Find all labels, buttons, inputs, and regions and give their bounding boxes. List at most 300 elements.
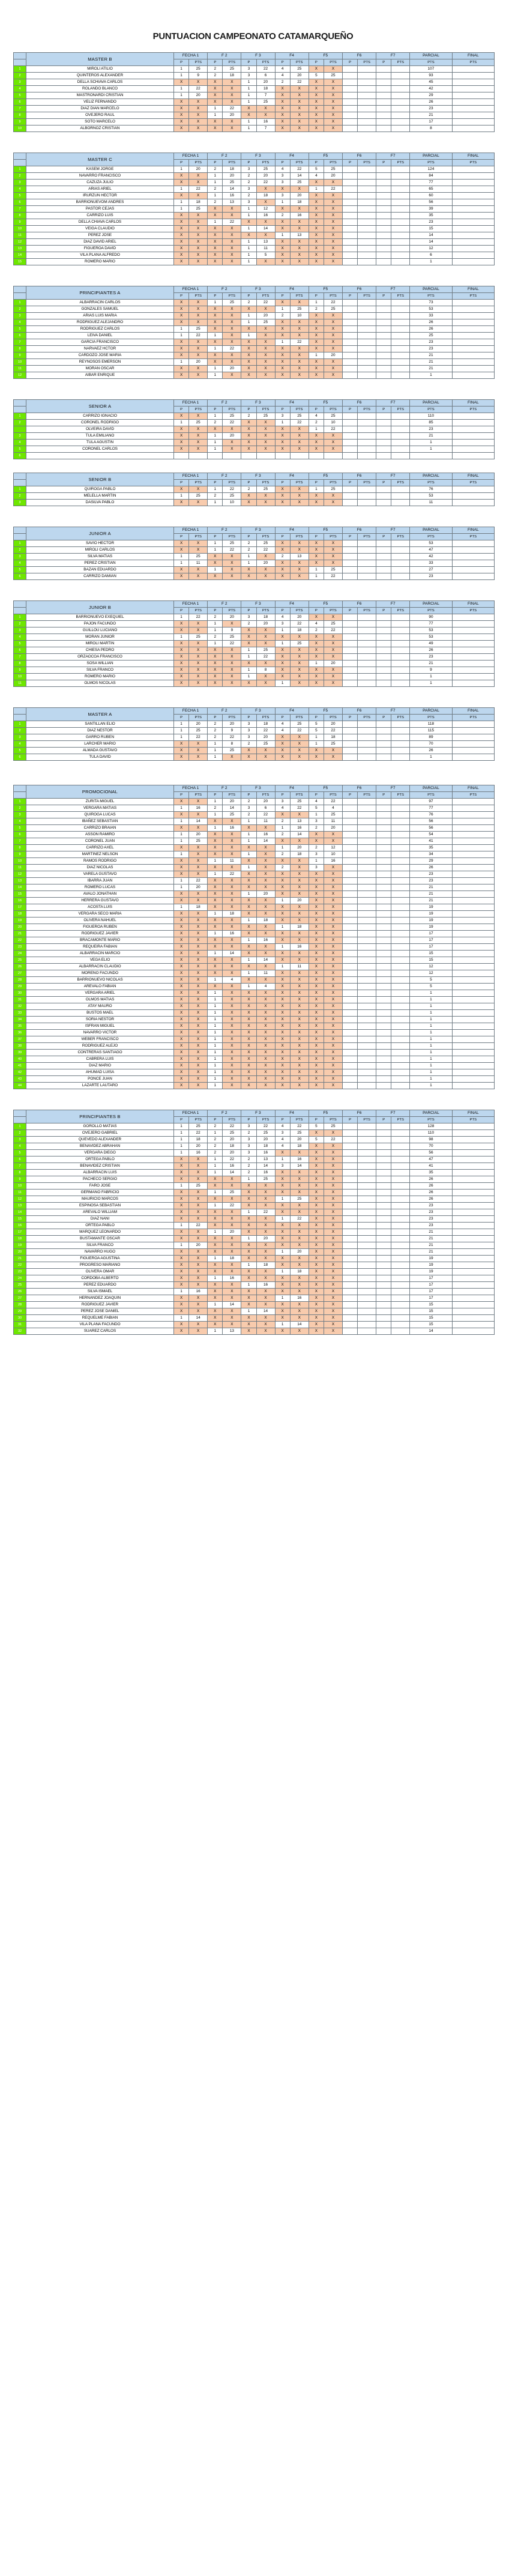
cell-pts-2: X — [223, 1249, 241, 1256]
cell-pos-4: 2 — [275, 865, 290, 871]
cell-pts-5: X — [324, 1143, 343, 1150]
cell-pts-7 — [391, 754, 410, 761]
cell-pts-7 — [391, 359, 410, 366]
cell-pos-3: X — [241, 871, 256, 878]
cell-pos-6 — [342, 186, 357, 193]
cell-pts-6 — [358, 931, 376, 937]
cell-pos-1: 1 — [173, 1315, 188, 1322]
cell-pos-2: X — [208, 326, 223, 333]
row-rank: 10 — [14, 1183, 26, 1190]
cell-pos-7 — [376, 1242, 391, 1249]
cell-pts-3: X — [256, 1328, 275, 1335]
cell-pts-7 — [391, 721, 410, 728]
cell-pts-6 — [358, 884, 376, 891]
cell-pts-3: 16 — [256, 1150, 275, 1156]
cell-parcial: 124 — [410, 166, 452, 173]
header-rank-cell — [14, 286, 26, 293]
cell-parcial: 77 — [410, 180, 452, 186]
row-rank: 11 — [14, 232, 26, 239]
cell-pts-5: X — [324, 193, 343, 199]
cell-pts-1: X — [189, 1295, 208, 1302]
cell-pos-1: X — [173, 1282, 188, 1289]
header-pts-5: PTS — [324, 160, 343, 166]
cell-pos-2: 1 — [208, 799, 223, 805]
cell-pts-4: X — [290, 372, 309, 379]
row-rank: 2 — [14, 420, 26, 426]
competitor-name: RODRIGUEZ JAVIER — [26, 931, 174, 937]
cell-pts-2: X — [223, 1056, 241, 1063]
header-fecha-5: F5 — [309, 785, 342, 792]
cell-pts-4: X — [290, 125, 309, 132]
cell-pos-3: X — [241, 1289, 256, 1295]
header-p-1: P — [173, 792, 188, 799]
competitor-name: ISFRAN MIGUEL — [26, 1023, 174, 1030]
row-rank: 19 — [14, 918, 26, 924]
cell-pos-3: X — [241, 748, 256, 754]
cell-pts-5: 20 — [324, 661, 343, 667]
cell-pos-3: 1 — [241, 865, 256, 871]
cell-pos-4: 1 — [275, 420, 290, 426]
cell-pts-3: X — [256, 964, 275, 970]
table-row — [14, 1229, 495, 1236]
cell-pts-5: X — [324, 964, 343, 970]
cell-pts-7 — [391, 911, 410, 918]
header-fecha-1: FECHA 1 — [173, 785, 207, 792]
row-rank: 41 — [14, 1063, 26, 1069]
cell-parcial: 1 — [410, 372, 452, 379]
cell-pts-3: 18 — [256, 1143, 275, 1150]
cell-pos-2: X — [208, 1176, 223, 1183]
cell-pos-6 — [342, 352, 357, 359]
cell-pts-2: 20 — [223, 614, 241, 621]
cell-parcial: 14 — [410, 239, 452, 246]
cell-pts-1: X — [189, 1010, 208, 1017]
cell-pos-7 — [376, 1282, 391, 1289]
cell-pos-4: X — [275, 352, 290, 359]
row-rank: 12 — [14, 239, 26, 246]
cell-final — [452, 825, 494, 832]
row-rank: 10 — [14, 674, 26, 680]
cell-pos-7 — [376, 413, 391, 420]
cell-pts-2: X — [223, 339, 241, 346]
cell-pts-5: X — [324, 838, 343, 845]
cell-pos-7 — [376, 1295, 391, 1302]
cell-pts-1: 25 — [189, 634, 208, 641]
header-p-4: P — [275, 1117, 290, 1123]
row-rank: 2 — [14, 306, 26, 313]
cell-pts-4: X — [290, 1190, 309, 1196]
cell-pts-6 — [358, 199, 376, 206]
cell-pts-7 — [391, 500, 410, 506]
cell-pts-1: X — [189, 661, 208, 667]
competitor-name: GARRO RUBEN — [26, 734, 174, 741]
cell-parcial: 53 — [410, 540, 452, 547]
cell-pos-2: 1 — [208, 413, 223, 420]
cell-pos-5: X — [309, 313, 324, 319]
cell-pts-3: X — [256, 904, 275, 911]
row-rank: 24 — [14, 951, 26, 957]
cell-pts-7 — [391, 300, 410, 306]
header-fecha-2: F 2 — [208, 53, 241, 59]
cell-pts-6 — [358, 206, 376, 213]
cell-pts-6 — [358, 944, 376, 951]
cell-pts-3: X — [256, 1216, 275, 1223]
cell-pts-7 — [391, 547, 410, 554]
cell-pos-5: X — [309, 674, 324, 680]
cell-pos-7 — [376, 1249, 391, 1256]
cell-pts-2: X — [223, 884, 241, 891]
cell-pos-2: X — [208, 306, 223, 313]
table-row — [14, 193, 495, 199]
cell-parcial: 23 — [410, 339, 452, 346]
cell-pts-3: 22 — [256, 728, 275, 734]
cell-final — [452, 1176, 494, 1183]
cell-pts-2: X — [223, 1209, 241, 1216]
cell-pts-1: X — [189, 1156, 208, 1163]
cell-pts-5: X — [324, 1236, 343, 1242]
cell-pos-1: X — [173, 641, 188, 647]
cell-pts-5: X — [324, 226, 343, 232]
competitor-name: ARIAS LUIS MARIA — [26, 313, 174, 319]
cell-final — [452, 306, 494, 313]
header-fecha-7: F7 — [376, 473, 410, 480]
cell-pts-1: 14 — [189, 1315, 208, 1322]
competitor-name: MORENO FACUNDO — [26, 970, 174, 977]
cell-pos-1: X — [173, 984, 188, 990]
table-row — [14, 1289, 495, 1295]
cell-pos-7 — [376, 838, 391, 845]
cell-pts-2: X — [223, 554, 241, 560]
cell-pts-3: X — [256, 1183, 275, 1190]
table-header-row-primary — [14, 53, 495, 59]
cell-pos-1: X — [173, 173, 188, 180]
header-fecha-7: F7 — [376, 601, 410, 608]
cell-pos-1: X — [173, 1083, 188, 1089]
cell-pos-6 — [342, 420, 357, 426]
cell-pts-7 — [391, 641, 410, 647]
cell-pts-4: X — [290, 106, 309, 112]
cell-pts-5: X — [324, 440, 343, 446]
cell-pos-2: X — [208, 1262, 223, 1269]
cell-pos-3: X — [241, 112, 256, 119]
cell-pos-1: X — [173, 106, 188, 112]
cell-pts-7 — [391, 977, 410, 984]
cell-pos-2: 2 — [208, 1137, 223, 1143]
row-rank: 6 — [14, 647, 26, 654]
cell-pos-6 — [342, 911, 357, 918]
cell-pos-2: 1 — [208, 1063, 223, 1069]
row-rank: 13 — [14, 246, 26, 252]
cell-pts-5: X — [324, 1256, 343, 1262]
row-rank: 18 — [14, 1236, 26, 1242]
cell-final — [452, 1302, 494, 1308]
cell-pts-5: 25 — [324, 567, 343, 573]
cell-pts-5: X — [324, 112, 343, 119]
header-pts-6: PTS — [358, 534, 376, 540]
cell-pos-6 — [342, 554, 357, 560]
cell-pts-2: X — [223, 125, 241, 132]
cell-pos-7 — [376, 748, 391, 754]
header-pts-1: PTS — [189, 715, 208, 721]
cell-pts-7 — [391, 1036, 410, 1043]
cell-pts-6 — [358, 1083, 376, 1089]
table-row — [14, 1295, 495, 1302]
cell-pos-2: X — [208, 957, 223, 964]
cell-pos-3: 1 — [241, 206, 256, 213]
header-fecha-6: F6 — [342, 473, 376, 480]
cell-pos-7 — [376, 1196, 391, 1203]
header-parcial-pts: PTS — [410, 792, 452, 799]
cell-final — [452, 898, 494, 904]
cell-pos-1: X — [173, 213, 188, 219]
cell-pos-6 — [342, 1123, 357, 1130]
cell-pts-3: X — [256, 106, 275, 112]
cell-pts-4: X — [290, 647, 309, 654]
cell-pos-6 — [342, 1289, 357, 1295]
competitor-name: ORZAOCOA FRANCISCO — [26, 654, 174, 661]
cell-pos-7 — [376, 1302, 391, 1308]
cell-pts-1: 25 — [189, 206, 208, 213]
cell-pos-1: X — [173, 1036, 188, 1043]
cell-pos-7 — [376, 1036, 391, 1043]
cell-final — [452, 1269, 494, 1275]
cell-pts-2: X — [223, 446, 241, 453]
cell-pts-5: X — [324, 1069, 343, 1076]
cell-pts-7 — [391, 426, 410, 433]
cell-pts-6 — [358, 661, 376, 667]
cell-pos-3: X — [241, 944, 256, 951]
row-rank: 6 — [14, 453, 26, 459]
row-rank: 14 — [14, 1209, 26, 1216]
cell-pts-5: X — [324, 232, 343, 239]
header-parcial: PARCIAL — [410, 527, 452, 534]
cell-pts-2: X — [223, 1036, 241, 1043]
cell-final — [452, 1295, 494, 1302]
category-table-promocional — [0, 785, 506, 1089]
category-title: PRINCIPIANTES A — [26, 286, 174, 300]
row-rank: 7 — [14, 339, 26, 346]
cell-pos-2: X — [208, 884, 223, 891]
cell-pts-3: X — [256, 865, 275, 871]
cell-pts-3: X — [256, 440, 275, 446]
cell-pts-6 — [358, 1242, 376, 1249]
header-parcial: PARCIAL — [410, 153, 452, 160]
cell-pos-6 — [342, 86, 357, 92]
cell-pts-4: X — [290, 99, 309, 106]
cell-pts-2: X — [223, 944, 241, 951]
table-row — [14, 667, 495, 674]
competitor-name: HERRERA GUSTAVO — [26, 898, 174, 904]
cell-final — [452, 911, 494, 918]
cell-pts-2: 22 — [223, 486, 241, 493]
cell-pts-5: X — [324, 931, 343, 937]
cell-pts-1: 20 — [189, 166, 208, 173]
cell-final — [452, 944, 494, 951]
cell-pts-2: 16 — [223, 193, 241, 199]
cell-final — [452, 1196, 494, 1203]
header-pts-3: PTS — [256, 160, 275, 166]
cell-final — [452, 1063, 494, 1069]
cell-pts-4: 20 — [290, 193, 309, 199]
cell-pts-4: X — [290, 674, 309, 680]
cell-pts-5: X — [324, 86, 343, 92]
cell-pos-6 — [342, 1203, 357, 1209]
cell-pos-5: X — [309, 1242, 324, 1249]
header-fecha-6: F6 — [342, 1110, 376, 1117]
cell-pts-6 — [358, 1030, 376, 1036]
cell-pos-2: 1 — [208, 300, 223, 306]
cell-pts-2: X — [223, 984, 241, 990]
cell-pts-3: X — [256, 573, 275, 580]
cell-pos-4: X — [275, 540, 290, 547]
cell-parcial: 93 — [410, 73, 452, 79]
cell-pts-4: X — [290, 573, 309, 580]
cell-pos-2: 2 — [208, 199, 223, 206]
row-rank: 3 — [14, 180, 26, 186]
cell-pts-5: X — [324, 366, 343, 372]
cell-pts-4: X — [290, 246, 309, 252]
cell-final — [452, 1209, 494, 1216]
cell-pts-7 — [391, 106, 410, 112]
cell-pts-7 — [391, 997, 410, 1003]
cell-pts-1: X — [189, 812, 208, 818]
row-rank: 6 — [14, 573, 26, 580]
cell-pts-6 — [358, 1010, 376, 1017]
row-rank: 22 — [14, 1262, 26, 1269]
cell-pos-1: X — [173, 911, 188, 918]
cell-pos-7 — [376, 180, 391, 186]
cell-pts-4: 20 — [290, 898, 309, 904]
cell-pts-7 — [391, 92, 410, 99]
cell-pos-3: 1 — [241, 957, 256, 964]
cell-pos-4: 2 — [275, 213, 290, 219]
cell-final — [452, 1030, 494, 1036]
cell-pts-7 — [391, 891, 410, 898]
cell-pts-4: X — [290, 226, 309, 232]
cell-pos-5: X — [309, 1269, 324, 1275]
cell-pts-4: X — [290, 865, 309, 871]
cell-pts-3: X — [256, 1043, 275, 1050]
cell-pos-3: 1 — [241, 891, 256, 898]
header-rank-cell — [14, 785, 26, 792]
cell-pts-5: X — [324, 79, 343, 86]
table-row — [14, 627, 495, 634]
cell-parcial: 1 — [410, 1076, 452, 1083]
cell-pts-6 — [358, 1143, 376, 1150]
cell-pts-1: X — [189, 627, 208, 634]
cell-pos-2: 2 — [208, 728, 223, 734]
cell-final — [452, 970, 494, 977]
cell-pts-4: X — [290, 634, 309, 641]
cell-pts-1: X — [189, 446, 208, 453]
cell-parcial: 15 — [410, 1308, 452, 1315]
cell-pos-5: 1 — [309, 486, 324, 493]
cell-pos-4: X — [275, 239, 290, 246]
cell-pos-6 — [342, 567, 357, 573]
cell-pos-6 — [342, 1137, 357, 1143]
cell-parcial: 8 — [410, 125, 452, 132]
cell-pts-6 — [358, 232, 376, 239]
cell-pts-1: X — [189, 259, 208, 265]
cell-pos-5: X — [309, 1056, 324, 1063]
row-rank: 1 — [14, 300, 26, 306]
cell-final — [452, 721, 494, 728]
cell-pos-4: X — [275, 838, 290, 845]
cell-pos-7 — [376, 680, 391, 687]
cell-pts-7 — [391, 984, 410, 990]
cell-pts-3: 18 — [256, 86, 275, 92]
cell-pos-6 — [342, 1050, 357, 1056]
cell-parcial: 19 — [410, 918, 452, 924]
cell-pts-1: X — [189, 1275, 208, 1282]
table-row — [14, 614, 495, 621]
cell-pos-6 — [342, 99, 357, 106]
cell-pos-2: X — [208, 125, 223, 132]
cell-pos-1: X — [173, 1190, 188, 1196]
header-fecha-1: FECHA 1 — [173, 1110, 207, 1117]
cell-pts-7 — [391, 199, 410, 206]
cell-pos-5: X — [309, 911, 324, 918]
cell-pts-5: X — [324, 1308, 343, 1315]
cell-pos-4: X — [275, 500, 290, 506]
cell-pts-6 — [358, 420, 376, 426]
cell-pos-7 — [376, 166, 391, 173]
header-rank-cell-sub — [14, 715, 26, 721]
cell-pts-5: X — [324, 911, 343, 918]
cell-pos-4: X — [275, 366, 290, 372]
header-fecha-7: F7 — [376, 53, 410, 59]
cell-pts-5: X — [324, 970, 343, 977]
cell-pos-2: X — [208, 1236, 223, 1242]
cell-pos-2: 1 — [208, 1010, 223, 1017]
header-p-1: P — [173, 715, 188, 721]
cell-pos-1: 1 — [173, 878, 188, 884]
row-rank: 10 — [14, 125, 26, 132]
cell-final — [452, 924, 494, 931]
competitor-name: OLVEIRA DAVID — [26, 426, 174, 433]
cell-pts-4: X — [290, 326, 309, 333]
cell-pts-5: X — [324, 66, 343, 73]
table-header-row-primary — [14, 785, 495, 792]
table-row — [14, 420, 495, 426]
cell-pos-1: X — [173, 1156, 188, 1163]
cell-pos-1: X — [173, 1275, 188, 1282]
cell-pts-7 — [391, 1236, 410, 1242]
cell-pts-6 — [358, 805, 376, 812]
competitor-name: OVEJERO GABRIEL — [26, 1130, 174, 1137]
header-rank-cell — [14, 1110, 26, 1117]
cell-pos-3: X — [241, 627, 256, 634]
row-rank: 29 — [14, 1308, 26, 1315]
cell-pos-1: 1 — [173, 1183, 188, 1190]
cell-final — [452, 812, 494, 818]
cell-pos-3: 3 — [241, 1123, 256, 1130]
cell-pts-6 — [358, 937, 376, 944]
table-header-row-primary — [14, 153, 495, 160]
cell-pos-7 — [376, 964, 391, 970]
cell-pts-3: X — [256, 851, 275, 858]
cell-pos-1: X — [173, 180, 188, 186]
header-p-6: P — [342, 792, 357, 799]
cell-pos-2: X — [208, 119, 223, 125]
header-p-2: P — [208, 480, 223, 486]
cell-pts-2: 18 — [223, 911, 241, 918]
cell-pts-3: X — [256, 634, 275, 641]
cell-pos-6 — [342, 119, 357, 125]
competitor-name: CHIESA PEDRO — [26, 647, 174, 654]
cell-parcial: 115 — [410, 728, 452, 734]
header-p-5: P — [309, 407, 324, 413]
